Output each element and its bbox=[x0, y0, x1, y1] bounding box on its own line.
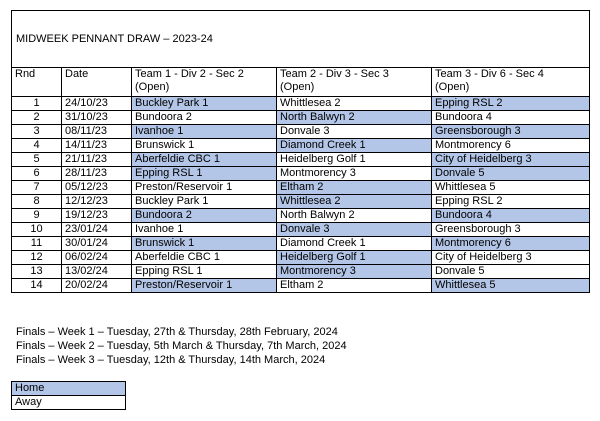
cell-team1: Brunswick 1 bbox=[132, 139, 277, 153]
cell-team2: North Balwyn 2 bbox=[277, 209, 432, 223]
cell-date: 05/12/23 bbox=[62, 181, 132, 195]
cell-team3: Bundoora 4 bbox=[432, 209, 590, 223]
cell-rnd: 7 bbox=[12, 181, 62, 195]
cell-rnd: 14 bbox=[12, 279, 62, 293]
cell-date: 30/01/24 bbox=[62, 237, 132, 251]
header-date: Date bbox=[62, 68, 132, 97]
cell-team3: Epping RSL 2 bbox=[432, 97, 590, 111]
cell-rnd: 10 bbox=[12, 223, 62, 237]
legend-home: Home bbox=[12, 382, 126, 396]
cell-rnd: 8 bbox=[12, 195, 62, 209]
header-team3 bbox=[432, 68, 590, 97]
round-row bbox=[12, 111, 590, 125]
cell-team1: Bundoora 2 bbox=[132, 209, 277, 223]
cell-team2: Diamond Creek 1 bbox=[277, 237, 432, 251]
cell-rnd: 3 bbox=[12, 125, 62, 139]
cell-team2: Eltham 2 bbox=[277, 181, 432, 195]
cell-date: 06/02/24 bbox=[62, 251, 132, 265]
cell-team2: Whittlesea 2 bbox=[277, 97, 432, 111]
cell-rnd: 4 bbox=[12, 139, 62, 153]
round-row bbox=[12, 195, 590, 209]
cell-team1: Ivanhoe 1 bbox=[132, 223, 277, 237]
cell-team1: Buckley Park 1 bbox=[132, 97, 277, 111]
pennant-draw-table bbox=[11, 10, 590, 293]
cell-rnd: 9 bbox=[12, 209, 62, 223]
header-team1-line1: Team 1 - Div 2 - Sec 2 bbox=[135, 68, 244, 80]
header-row bbox=[12, 68, 590, 97]
cell-date: 12/12/23 bbox=[62, 195, 132, 209]
header-team2 bbox=[277, 68, 432, 97]
cell-date: 23/01/24 bbox=[62, 223, 132, 237]
round-row bbox=[12, 181, 590, 195]
cell-team1: Ivanhoe 1 bbox=[132, 125, 277, 139]
header-team3-line1: Team 3 - Div 6 - Sec 4 bbox=[435, 68, 544, 80]
header-team3-line2: (Open) bbox=[435, 81, 470, 93]
cell-rnd: 5 bbox=[12, 153, 62, 167]
cell-team2: Montmorency 3 bbox=[277, 265, 432, 279]
cell-rnd: 1 bbox=[12, 97, 62, 111]
header-team2-line2: (Open) bbox=[280, 81, 315, 93]
round-row bbox=[12, 153, 590, 167]
cell-team2: Donvale 3 bbox=[277, 125, 432, 139]
round-row bbox=[12, 167, 590, 181]
round-row bbox=[12, 125, 590, 139]
header-team1 bbox=[132, 68, 277, 97]
cell-date: 28/11/23 bbox=[62, 167, 132, 181]
cell-date: 14/11/23 bbox=[62, 139, 132, 153]
cell-team2: Heidelberg Golf 1 bbox=[277, 251, 432, 265]
cell-team3: Greensborough 3 bbox=[432, 125, 590, 139]
draw-body bbox=[12, 97, 590, 293]
cell-date: 08/11/23 bbox=[62, 125, 132, 139]
cell-rnd: 6 bbox=[12, 167, 62, 181]
cell-team3: City of Heidelberg 3 bbox=[432, 153, 590, 167]
round-row bbox=[12, 237, 590, 251]
cell-team1: Preston/Reservoir 1 bbox=[132, 181, 277, 195]
cell-date: 13/02/24 bbox=[62, 265, 132, 279]
cell-rnd: 12 bbox=[12, 251, 62, 265]
cell-team2: Montmorency 3 bbox=[277, 167, 432, 181]
cell-team3: Montmorency 6 bbox=[432, 139, 590, 153]
round-row bbox=[12, 223, 590, 237]
header-rnd: Rnd bbox=[12, 68, 62, 97]
cell-team3: City of Heidelberg 3 bbox=[432, 251, 590, 265]
cell-team1: Bundoora 2 bbox=[132, 111, 277, 125]
round-row bbox=[12, 139, 590, 153]
round-row bbox=[12, 97, 590, 111]
cell-team1: Aberfeldie CBC 1 bbox=[132, 153, 277, 167]
cell-team1: Brunswick 1 bbox=[132, 237, 277, 251]
cell-rnd: 11 bbox=[12, 237, 62, 251]
cell-team3: Bundoora 4 bbox=[432, 111, 590, 125]
cell-date: 19/12/23 bbox=[62, 209, 132, 223]
header-team2-line1: Team 2 - Div 3 - Sec 3 bbox=[280, 68, 389, 80]
finals-week-2: Finals – Week 2 – Tuesday, 5th March & Thursday, 7th March, 2024 bbox=[16, 340, 347, 352]
cell-team3: Whittlesea 5 bbox=[432, 279, 590, 293]
cell-date: 24/10/23 bbox=[62, 97, 132, 111]
header-team1-line2: (Open) bbox=[135, 81, 170, 93]
round-row bbox=[12, 265, 590, 279]
round-row bbox=[12, 209, 590, 223]
page-title: MIDWEEK PENNANT DRAW – 2023-24 bbox=[12, 11, 590, 68]
legend-table bbox=[11, 381, 126, 410]
finals-schedule bbox=[16, 325, 347, 367]
cell-team3: Donvale 5 bbox=[432, 167, 590, 181]
cell-date: 21/11/23 bbox=[62, 153, 132, 167]
finals-week-3: Finals – Week 3 – Tuesday, 12th & Thursday, 14th March, 2024 bbox=[16, 354, 326, 366]
cell-team1: Epping RSL 1 bbox=[132, 265, 277, 279]
cell-rnd: 2 bbox=[12, 111, 62, 125]
cell-team2: North Balwyn 2 bbox=[277, 111, 432, 125]
cell-team1: Buckley Park 1 bbox=[132, 195, 277, 209]
cell-team3: Greensborough 3 bbox=[432, 223, 590, 237]
cell-team1: Aberfeldie CBC 1 bbox=[132, 251, 277, 265]
cell-team2: Diamond Creek 1 bbox=[277, 139, 432, 153]
cell-team1: Preston/Reservoir 1 bbox=[132, 279, 277, 293]
cell-team2: Heidelberg Golf 1 bbox=[277, 153, 432, 167]
cell-rnd: 13 bbox=[12, 265, 62, 279]
legend-away: Away bbox=[12, 396, 126, 410]
cell-team2: Donvale 3 bbox=[277, 223, 432, 237]
cell-team2: Whittlesea 2 bbox=[277, 195, 432, 209]
cell-team3: Whittlesea 5 bbox=[432, 181, 590, 195]
cell-date: 20/02/24 bbox=[62, 279, 132, 293]
round-row bbox=[12, 251, 590, 265]
finals-week-1: Finals – Week 1 – Tuesday, 27th & Thursday, 28th February, 2024 bbox=[16, 326, 338, 338]
cell-date: 31/10/23 bbox=[62, 111, 132, 125]
cell-team3: Epping RSL 2 bbox=[432, 195, 590, 209]
round-row bbox=[12, 279, 590, 293]
cell-team3: Donvale 5 bbox=[432, 265, 590, 279]
cell-team1: Epping RSL 1 bbox=[132, 167, 277, 181]
cell-team2: Eltham 2 bbox=[277, 279, 432, 293]
cell-team3: Montmorency 6 bbox=[432, 237, 590, 251]
